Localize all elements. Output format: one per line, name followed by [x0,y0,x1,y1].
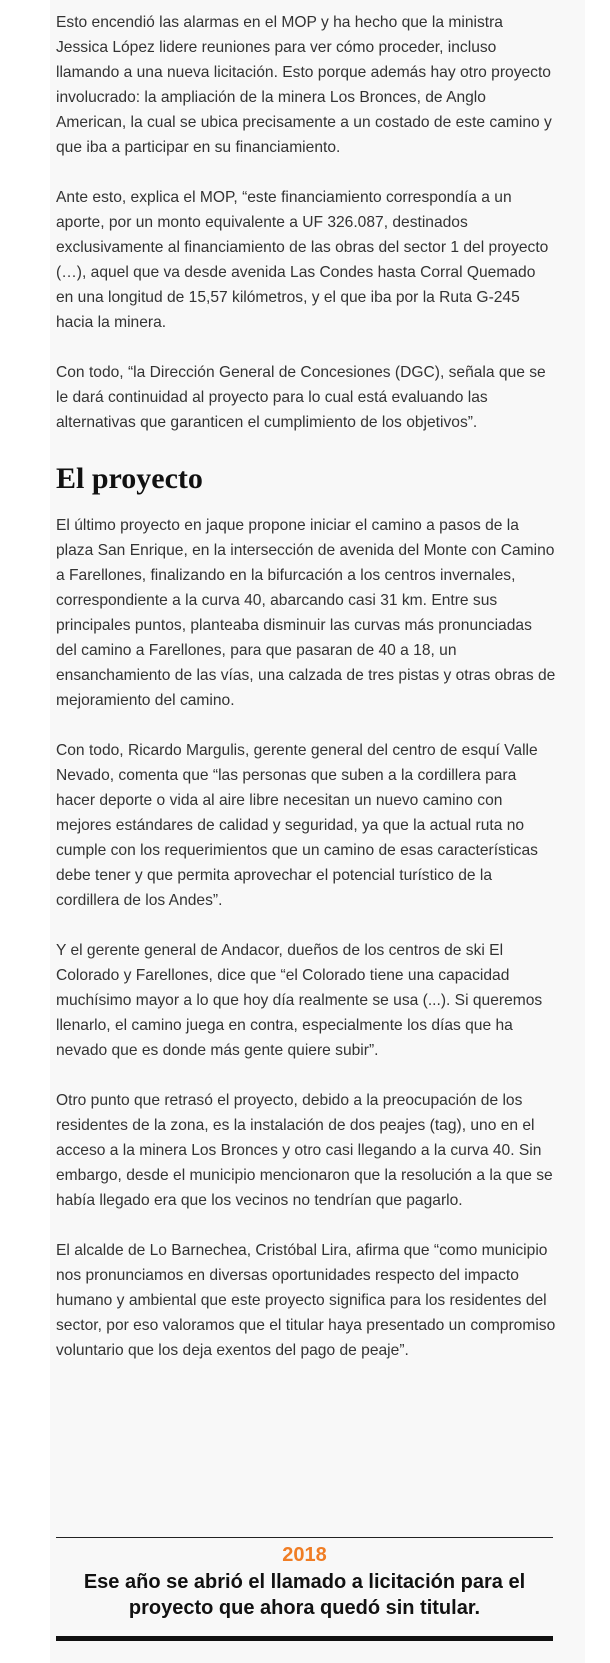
paragraph-financing: Ante esto, explica el MOP, “este financiamiento correspondía a un aporte, por un monto equivalente a UF 326.087, destinados exclusivamente al financiamiento de las obras del sector 1 del proyecto (…), aquel que va desde avenida Las Condes hasta Corral Quemado en una longitud de 15,57 kilómetros, y el que iba por la Ruta G-245 hacia la minera. [56,189,549,331]
paragraph-project-description: El último proyecto en jaque propone iniciar el camino a pasos de la plaza San Enrique, en la intersección de avenida del Monte con Camino a Farellones, finalizando en la bifurcación a los centros invernales, correspondiente a la curva 40, abarcando casi 31 km. Entre sus principales puntos, planteaba disminuir las curvas más pronunciadas del camino a Farellones, para que pasaran de 40 a 18, un ensanchamiento de las vías, una calzada de tres pistas y otras obras de mejoramiento del camino. [56,517,556,709]
paragraph-andacor: Y el gerente general de Andacor, dueños de los centros de ski El Colorado y Farellones, dice que “el Colorado tiene una capacidad muchísimo mayor a lo que hoy día realmente se usa (...). Si queremos llenarlo, el camino juega en contra, especialmente los días que ha nevado que es donde más gente quiere subir”. [56,942,543,1059]
callout-year: 2018 [282,1544,327,1566]
highlight-callout [56,1537,553,1621]
paragraph-valle-nevado: Con todo, Ricardo Margulis, gerente general del centro de esquí Valle Nevado, comenta que “las personas que suben a la cordillera para hacer deporte o vida al aire libre necesitan un nuevo camino con mejores estándares de calidad y seguridad, ya que la actual ruta no cumple con los requerimientos que un camino de esas características debe tener y que permita aprovechar el potencial turístico de la cordillera de los Andes”. [56,742,538,909]
callout-bottom-rule [56,1636,553,1641]
paragraph-alarm-mop: Esto encendió las alarmas en el MOP y ha hecho que la ministra Jessica López lidere reuniones para ver cómo proceder, incluso llamando a una nueva licitación. Esto porque además hay otro proyecto involucrado: la ampliación de la minera Los Bronces, de Anglo American, la cual se ubica precisamente a un costado de este camino y que iba a participar en su financiamiento. [56,14,552,156]
article-body [56,10,556,1388]
callout-text: Ese año se abrió el llamado a licitación para el proyecto que ahora quedó sin titular. [83,1571,526,1619]
paragraph-peajes: Otro punto que retrasó el proyecto, debido a la preocupación de los residentes de la zona, es la instalación de dos peajes (tag), uno en el acceso a la minera Los Bronces y otro casi llegando a la curva 40. Sin embargo, desde el municipio mencionaron que la resolución a la que se había llegado era que los vecinos no tendrían que pagarlo. [56,1092,553,1209]
paragraph-alcalde: El alcalde de Lo Barnechea, Cristóbal Lira, afirma que “como municipio nos pronunciamos en diversas oportunidades respecto del impacto humano y ambiental que este proyecto significa para los residentes del sector, por eso valoramos que el titular haya presentado un compromiso voluntario que los deja exentos del pago de peaje”. [56,1242,556,1359]
section-heading: El proyecto [56,462,203,495]
paragraph-dgc: Con todo, “la Dirección General de Concesiones (DGC), señala que se le dará continuidad al proyecto para lo cual está evaluando las alternativas que garanticen el cumplimiento de los objetivos”. [56,364,546,431]
